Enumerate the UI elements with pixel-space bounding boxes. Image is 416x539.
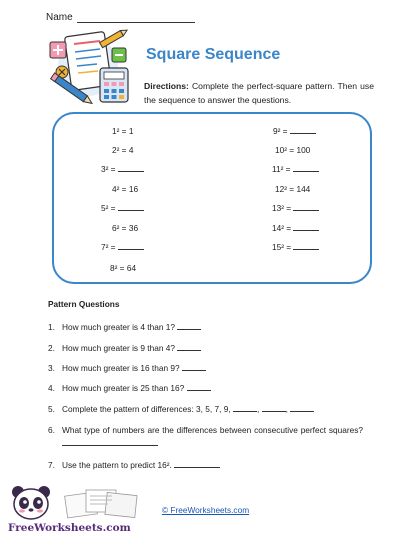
name-label: Name — [46, 12, 73, 23]
answer-blank[interactable] — [290, 404, 314, 412]
square-equation: 15² = — [272, 242, 319, 252]
copyright-link[interactable]: © FreeWorksheets.com — [162, 505, 250, 515]
logo-text: FreeWorksheets.com — [8, 522, 131, 534]
square-equation: 10² = 100 — [275, 145, 311, 155]
freeworksheets-logo — [4, 484, 144, 536]
question-5: 5. Complete the pattern of differences: 3, 5, 7, 9, , , — [48, 404, 314, 414]
question-3: 3. How much greater is 16 than 9? — [48, 363, 206, 373]
question-1: 1. How much greater is 4 than 1? — [48, 322, 201, 332]
question-7: 7. Use the pattern to predict 16². — [48, 460, 220, 470]
question-4: 4. How much greater is 25 than 16? — [48, 383, 211, 393]
answer-blank[interactable] — [293, 242, 319, 250]
square-equation: 3² = — [101, 164, 144, 174]
square-equation: 4² = 16 — [112, 184, 139, 194]
directions-text: Complete the perfect-square pattern. Then use the sequence to answer the questions. — [144, 81, 374, 105]
name-line[interactable] — [77, 13, 195, 23]
squares-box — [52, 112, 372, 284]
square-equation: 5² = — [101, 203, 144, 213]
answer-blank[interactable] — [118, 242, 144, 250]
questions-heading: Pattern Questions — [48, 299, 120, 309]
square-equation: 11² = — [272, 164, 319, 174]
answer-blank[interactable] — [118, 203, 144, 211]
answer-blank[interactable] — [118, 164, 144, 172]
square-equation: 13² = — [272, 203, 319, 213]
square-equation: 8² = 64 — [110, 263, 137, 273]
square-equation: 7² = — [101, 242, 144, 252]
square-equation: 9² = — [273, 126, 316, 136]
answer-blank[interactable] — [233, 404, 257, 412]
directions-label: Directions: — [144, 81, 189, 91]
directions — [144, 79, 374, 107]
name-field[interactable] — [46, 12, 195, 23]
answer-blank[interactable] — [174, 460, 220, 468]
square-equation: 14² = — [272, 223, 319, 233]
answer-blank[interactable] — [182, 363, 206, 371]
question-2: 2. How much greater is 9 than 4? — [48, 343, 201, 353]
answer-blank[interactable] — [293, 164, 319, 172]
worksheet-title: Square Sequence — [146, 46, 281, 63]
answer-blank[interactable] — [177, 343, 201, 351]
square-equation: 6² = 36 — [112, 223, 139, 233]
answer-blank[interactable] — [262, 404, 286, 412]
math-supplies-illustration — [42, 28, 140, 106]
answer-blank[interactable] — [293, 203, 319, 211]
square-equation: 12² = 144 — [275, 184, 311, 194]
answer-blank[interactable] — [177, 322, 201, 330]
question-6: 6. What type of numbers are the differences between consecutive perfect squares? — [48, 424, 368, 450]
answer-blank[interactable] — [290, 126, 316, 134]
answer-blank[interactable] — [293, 223, 319, 231]
answer-blank[interactable] — [62, 438, 158, 446]
square-equation: 1² = 1 — [112, 126, 134, 136]
square-equation: 2² = 4 — [112, 145, 134, 155]
answer-blank[interactable] — [187, 383, 211, 391]
